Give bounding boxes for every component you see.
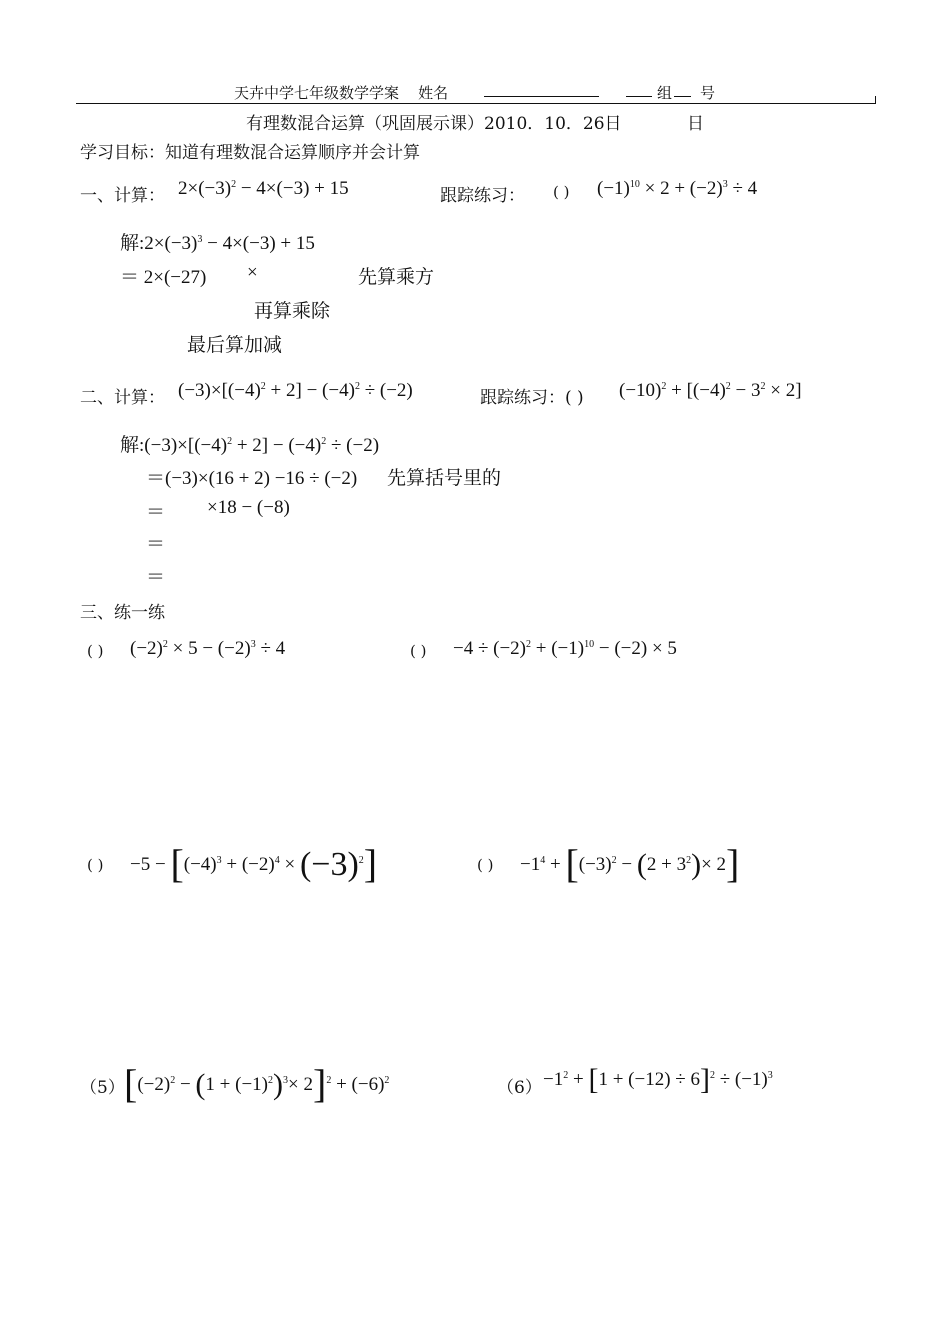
number-blank-line[interactable] [674,96,691,97]
section1-practice-expression: $(-1)^{10} \times 2 + (-2)^3 \div 4$ [597,178,758,199]
name-label: 姓名 [418,84,449,102]
section2-step2-expr: ×18 − (−8) [207,497,290,518]
header-rule-tick [875,96,876,104]
q1-answer-blank[interactable]: ( ) [87,642,104,660]
school-line: 天卉中学七年级数学学案 [234,84,400,102]
q6-expression: $-1^2 + [1 + (-12) \div 6]^2 \div (-1)^3$ [543,1063,773,1096]
q5-label: （5） [80,1078,125,1098]
page-title: 有理数混合运算（巩固展示课）2010．10．26日 [246,114,622,134]
section1-practice-answer-blank[interactable]: ( ) [553,183,570,201]
section1-practice-label: 跟踪练习： [440,186,525,206]
q6-label: （6） [497,1078,542,1098]
section2-step1: ＝(−3)×(16 + 2) −16 ÷ (−2) [146,468,358,489]
name-blank-line[interactable] [484,96,599,97]
section2-label: 二、计算： [80,388,165,408]
section1-step2-note: 再算乘除 [254,300,331,322]
q3-expression: $-5 - [(-4)^3 + (-2)^4 \times (-3)^2]$ [130,841,378,886]
section2-step3-eq: ＝ [146,534,166,555]
section2-practice-expression: $(-10)^2 + [(-4)^2 - 3^2 \times 2]$ [619,380,802,401]
q2-expression: $-4 \div (-2)^2 + (-1)^{10} - (-2) \times 5$ [453,638,677,659]
q5-expression: $[(-2)^2 - (1 + (-1)^2)^3\times 2]^2 + (-6)^2$ [124,1061,390,1106]
section1-expression: $2\times(-3)^2 - 4\times(-3) + 15$ [178,178,349,199]
section2-expression: $(-3)\times[(-4)^2 + 2] - (-4)^2 \div (-2)$ [178,380,413,401]
section1-label: 一、计算： [80,186,165,206]
section1-step1-times: × [247,262,258,283]
section1-solution: 解$:2\times(-3)^3 - 4\times(-3) + 15$ [120,233,315,254]
q4-answer-blank[interactable]: ( ) [477,856,494,874]
q3-answer-blank[interactable]: ( ) [87,856,104,874]
page-title-day: 日 [687,114,704,134]
learning-objective: 学习目标：知道有理数混合运算顺序并会计算 [80,143,420,163]
section2-step2-eq: ＝ [146,502,166,523]
section2-step4-eq: ＝ [146,567,166,588]
section2-step1-note: 先算括号里的 [387,467,502,489]
section2-practice-label: 跟踪练习：( ) [480,388,584,408]
section3-label: 三、练一练 [80,603,165,623]
school-header [234,82,448,103]
q1-expression: $(-2)^2 \times 5 - (-2)^3 \div 4$ [130,638,286,659]
q4-expression: $-1^4 + [(-3)^2 - (2 + 3^2)\times 2]$ [520,841,740,886]
q2-answer-blank[interactable]: ( ) [410,642,427,660]
group-label: 组 [657,84,673,102]
number-label: 号 [700,84,716,102]
group-blank-line[interactable] [626,96,652,97]
section1-step1-note: 先算乘方 [358,266,435,288]
section1-step1: ＝ 2×(−27) [120,267,207,288]
section2-solution: 解$:(-3)\times[(-4)^2 + 2] - (-4)^2 \div (-2)$ [120,435,380,456]
header-rule [76,103,876,104]
section1-step3-note: 最后算加减 [187,334,283,356]
